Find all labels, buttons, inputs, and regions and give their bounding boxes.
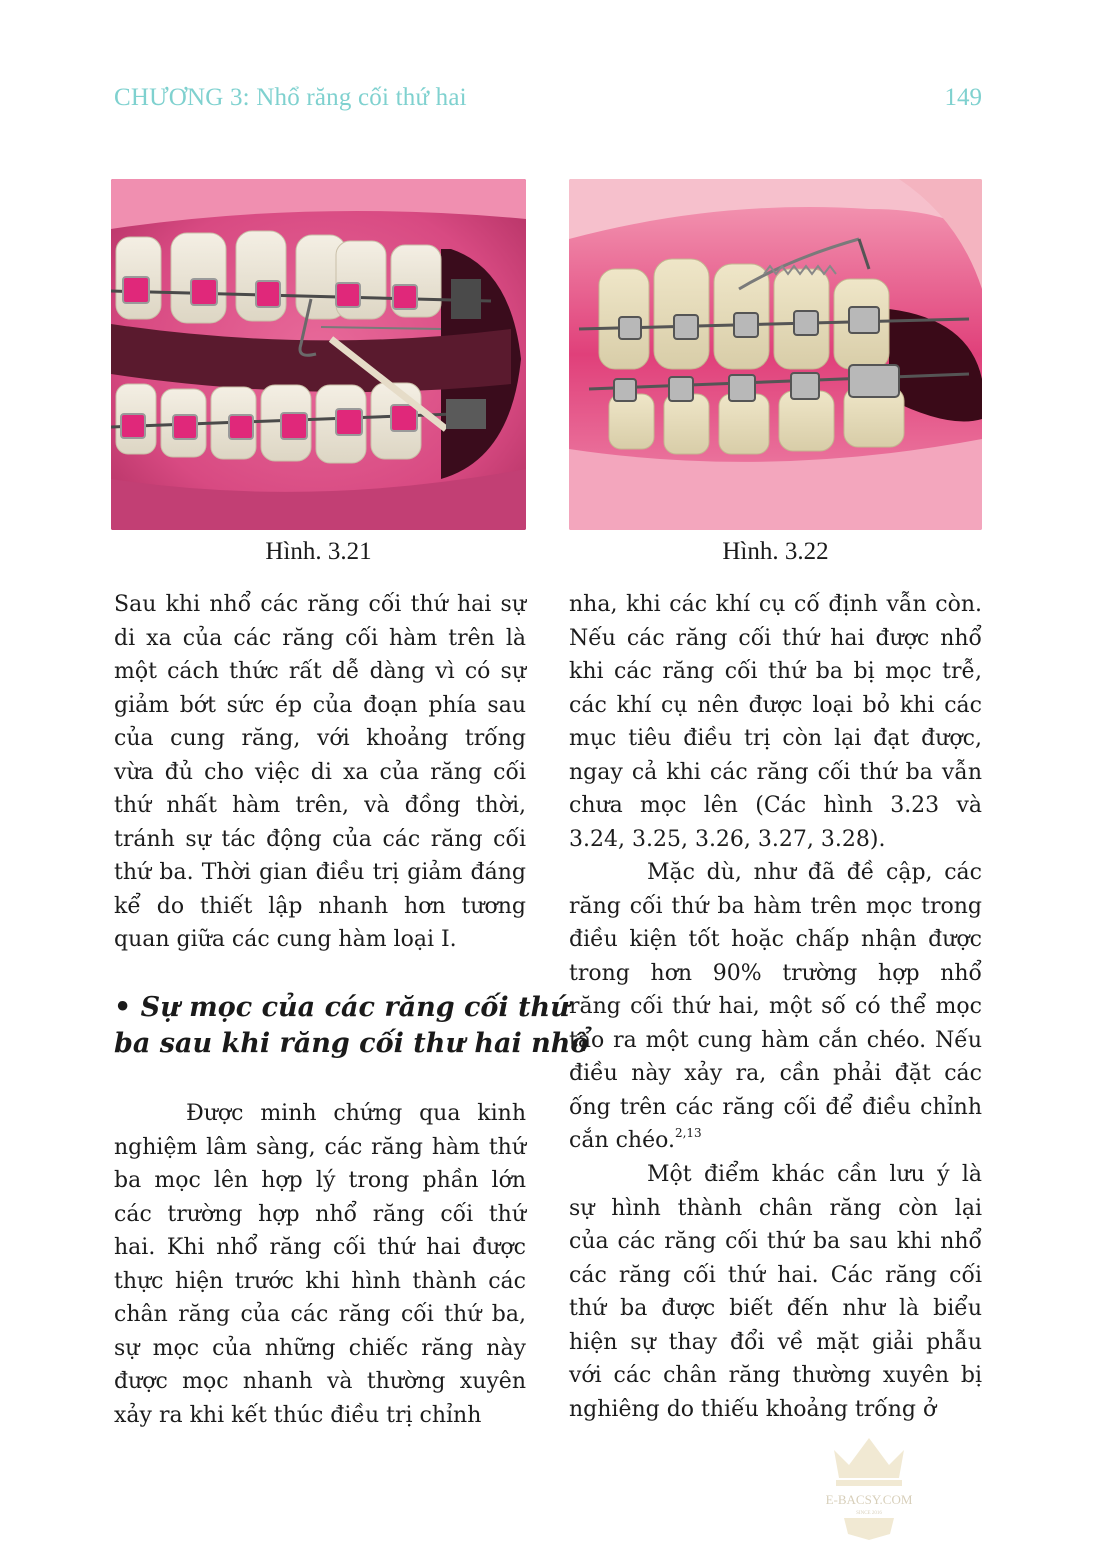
text-line: hiện sự thay đổi về mặt giải phẫu [569, 1329, 982, 1355]
right-column-paragraph-1 [569, 588, 982, 856]
text-line: được mọc nhanh và thường xuyên [114, 1369, 526, 1394]
text-line: di xa của các răng cối hàm trên là [114, 625, 526, 651]
text-line: ống trên các răng cối để điều chỉnh [569, 1094, 982, 1120]
section-heading [114, 990, 589, 1062]
text-line: trong hơn 90% trường hợp nhổ [569, 960, 982, 986]
figure-3-22-photo [569, 179, 982, 530]
watermark-subtext: SINCE 2016 [856, 1511, 882, 1516]
text-line: các trường hợp nhổ răng cối thứ [114, 1201, 526, 1227]
text-line: tránh sự tác động của các răng cối [114, 826, 526, 852]
reference-superscript: 2,13 [674, 1126, 702, 1140]
right-column-paragraph-2 [569, 856, 982, 1158]
text-line: Sau khi nhổ các răng cối thứ hai sự [114, 592, 526, 617]
text-fragment: cắn chéo. [569, 1128, 675, 1153]
watermark-text: E-BACSY.COM [825, 1492, 913, 1507]
left-column-paragraph-1 [114, 588, 526, 957]
text-line: sự hình thành chân răng còn lại [569, 1195, 982, 1221]
text-line: quan giữa các cung hàm loại I. [114, 927, 457, 952]
text-line: vừa đủ cho việc di xa của răng cối [114, 759, 526, 785]
text-line: điều này xảy ra, cần phải đặt các [569, 1061, 982, 1086]
chapter-title: CHƯƠNG 3: Nhổ răng cối thứ hai [114, 84, 467, 111]
text-line: của cung răng, với khoảng trống [114, 726, 526, 751]
right-column-paragraph-3 [569, 1158, 982, 1426]
text-line: nghiêng do thiếu khoảng trống ở [569, 1396, 937, 1422]
text-line: ba mọc lên hợp lý trong phần lớn [114, 1168, 526, 1193]
text-line: một cách thức rất dễ dàng vì có sự [114, 659, 526, 684]
left-column-paragraph-2 [114, 1097, 526, 1432]
text-line: mục tiêu điều trị còn lại đạt được, [569, 726, 982, 751]
text-line: Được minh chứng qua kinh [186, 1101, 526, 1126]
text-line: các răng cối thứ hai. Các răng cối [569, 1262, 982, 1288]
page-number: 149 [944, 84, 982, 111]
text-line: các khí cụ nên được loại bỏ khi các [569, 692, 982, 718]
text-line: với các chân răng thường xuyên bị [569, 1363, 982, 1388]
text-line: Nếu các răng cối thứ hai được nhổ [569, 625, 982, 651]
text-line: thứ ba được biết đến như là biểu [569, 1296, 982, 1321]
text-line: thứ nhất hàm trên, và đồng thời, [114, 793, 526, 818]
text-line: tạo ra một cung hàm cắn chéo. Nếu [569, 1027, 982, 1053]
text-line: điều kiện tốt hoặc chấp nhận được [569, 927, 982, 952]
text-line: 3.24, 3.25, 3.26, 3.27, 3.28). [569, 826, 886, 852]
text-line [569, 1124, 982, 1158]
figure-caption: Hình. 3.22 [722, 538, 829, 565]
page-header [114, 84, 982, 118]
crown-icon [834, 1438, 904, 1478]
heading-line: • Sự mọc của các răng cối thứ [114, 992, 570, 1023]
text-line: thực hiện trước khi hình thành các [114, 1268, 526, 1294]
text-line: khi các răng cối thứ ba bị mọc trễ, [569, 659, 982, 684]
figure-caption: Hình. 3.21 [265, 538, 372, 565]
text-line: chưa mọc lên (Các hình 3.23 và [569, 793, 982, 818]
text-line: răng cối thứ hai, một số có thể mọc [569, 994, 982, 1019]
text-line: Một điểm khác cần lưu ý là [647, 1162, 982, 1187]
figure-3-21-photo [111, 179, 526, 530]
text-line: chân răng của các răng cối thứ ba, [114, 1302, 526, 1327]
text-line: hai. Khi nhổ răng cối thứ hai được [114, 1235, 526, 1260]
text-line: răng cối thứ ba hàm trên mọc trong [569, 893, 982, 919]
text-line: nha, khi các khí cụ cố định vẫn còn. [569, 592, 982, 617]
text-line: giảm bớt sức ép của đoạn phía sau [114, 692, 526, 718]
text-line: sự mọc của những chiếc răng này [114, 1335, 526, 1361]
heading-line: ba sau khi răng cối thư hai nhổ [114, 1028, 589, 1059]
watermark-logo [814, 1430, 924, 1540]
text-line: kể do thiết lập nhanh hơn tương [114, 893, 526, 919]
text-line: thứ ba. Thời gian điều trị giảm đáng [114, 860, 526, 885]
text-line: ngay cả khi các răng cối thứ ba vẫn [569, 759, 982, 785]
text-line: xảy ra khi kết thúc điều trị chỉnh [114, 1402, 482, 1428]
text-line: Mặc dù, như đã đề cập, các [647, 860, 982, 885]
text-line: của các răng cối thứ ba sau khi nhổ [569, 1229, 982, 1254]
text-line: nghiệm lâm sàng, các răng hàm thứ [114, 1134, 526, 1160]
